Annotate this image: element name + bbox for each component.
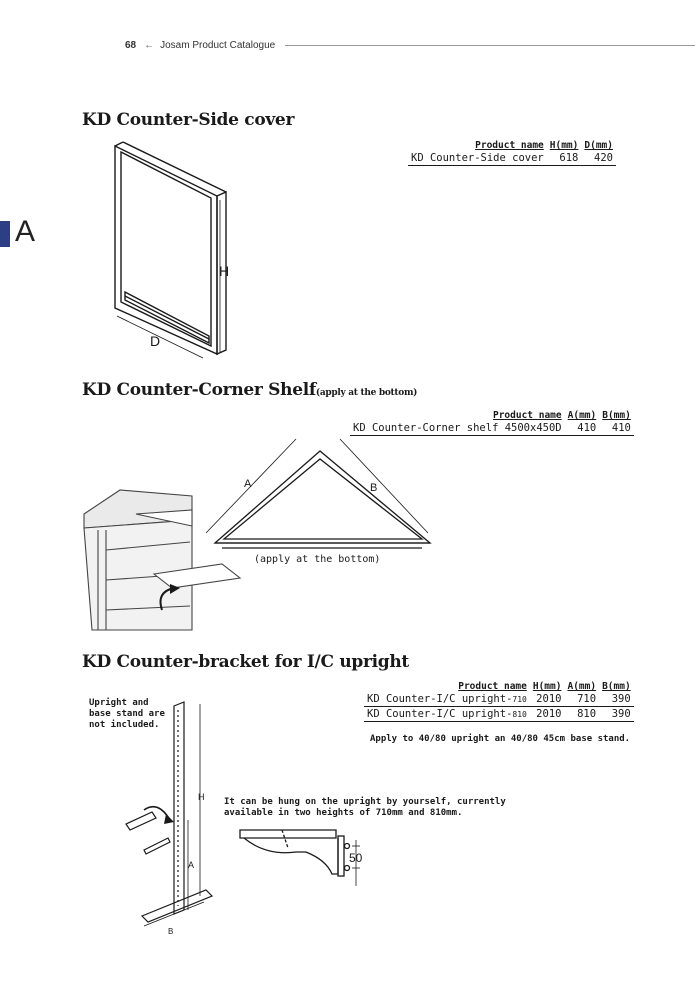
corner-shelf-table xyxy=(350,410,634,436)
upright-bracket-drawing xyxy=(120,700,220,935)
cell-h: 618 xyxy=(547,151,582,166)
section-title-bracket: KD Counter-bracket for I/C upright xyxy=(82,652,409,672)
side-cover-table xyxy=(408,140,616,166)
cell-b: 390 xyxy=(599,692,634,707)
dim-label-d: D xyxy=(150,333,161,349)
section-title-corner-shelf xyxy=(82,380,417,400)
col-a: A(mm) xyxy=(567,410,597,421)
col-b: B(mm) xyxy=(602,681,631,692)
apply-upright-note: Apply to 40/80 upright an 40/80 45cm base stand. xyxy=(370,734,631,744)
corner-shelf-title-text: KD Counter-Corner Shelf xyxy=(82,380,316,400)
corner-counter-illustration xyxy=(80,480,240,640)
dim-label-b: B xyxy=(370,482,378,494)
cell-d: 420 xyxy=(581,151,616,166)
col-h: H(mm) xyxy=(549,140,579,151)
table-row xyxy=(350,421,634,436)
col-d: D(mm) xyxy=(584,140,613,151)
dim-label-h: H xyxy=(219,263,230,279)
hang-note: It can be hung on the upright by yourself, currently available in two heights of 710mm and 810mm. xyxy=(224,797,506,818)
table-row xyxy=(364,707,634,722)
section-title-side-cover: KD Counter-Side cover xyxy=(82,110,295,130)
side-cover-drawing xyxy=(95,140,245,360)
cell-h: 2010 xyxy=(530,707,565,722)
cell-name: KD Counter-Side cover xyxy=(408,151,547,166)
table-row xyxy=(408,151,616,166)
col-b: B(mm) xyxy=(602,410,631,421)
section-tab-letter: A xyxy=(15,215,36,248)
col-product-name: Product name xyxy=(475,140,544,151)
dim-label-h: H xyxy=(198,792,205,802)
bracket-table xyxy=(364,681,634,722)
col-h: H(mm) xyxy=(532,681,562,692)
cell-h: 2010 xyxy=(530,692,565,707)
dim-label-a: A xyxy=(244,478,252,490)
cell-name: KD Counter-Corner shelf 4500x450D xyxy=(350,421,565,436)
page-number: 68 xyxy=(125,39,137,51)
cell-name: KD Counter-I/C upright-710 xyxy=(364,692,530,707)
cell-a: 810 xyxy=(564,707,599,722)
upright-not-included-note: Upright and base stand are not included. xyxy=(89,698,165,730)
header-rule xyxy=(285,45,695,46)
corner-shelf-title-note: (apply at the bottom) xyxy=(315,388,418,398)
cell-a: 410 xyxy=(565,421,600,436)
dim-label-a: A xyxy=(188,860,195,870)
table-row xyxy=(364,692,634,707)
col-product-name: Product name xyxy=(458,681,527,692)
section-tab-marker xyxy=(0,221,10,247)
cell-b: 410 xyxy=(599,421,634,436)
apply-bottom-caption: (apply at the bottom) xyxy=(254,554,381,565)
dim-label-50: 50 xyxy=(349,851,363,865)
cell-a: 710 xyxy=(564,692,599,707)
col-product-name: Product name xyxy=(492,410,562,421)
back-arrow-icon: ← xyxy=(144,39,155,51)
col-a: A(mm) xyxy=(567,681,597,692)
bracket-profile-drawing xyxy=(236,826,381,896)
page-header xyxy=(125,38,695,52)
catalogue-title: Josam Product Catalogue xyxy=(160,39,276,51)
cell-b: 390 xyxy=(599,707,634,722)
dim-label-b: B xyxy=(168,927,174,936)
cell-name: KD Counter-I/C upright-810 xyxy=(364,707,530,722)
